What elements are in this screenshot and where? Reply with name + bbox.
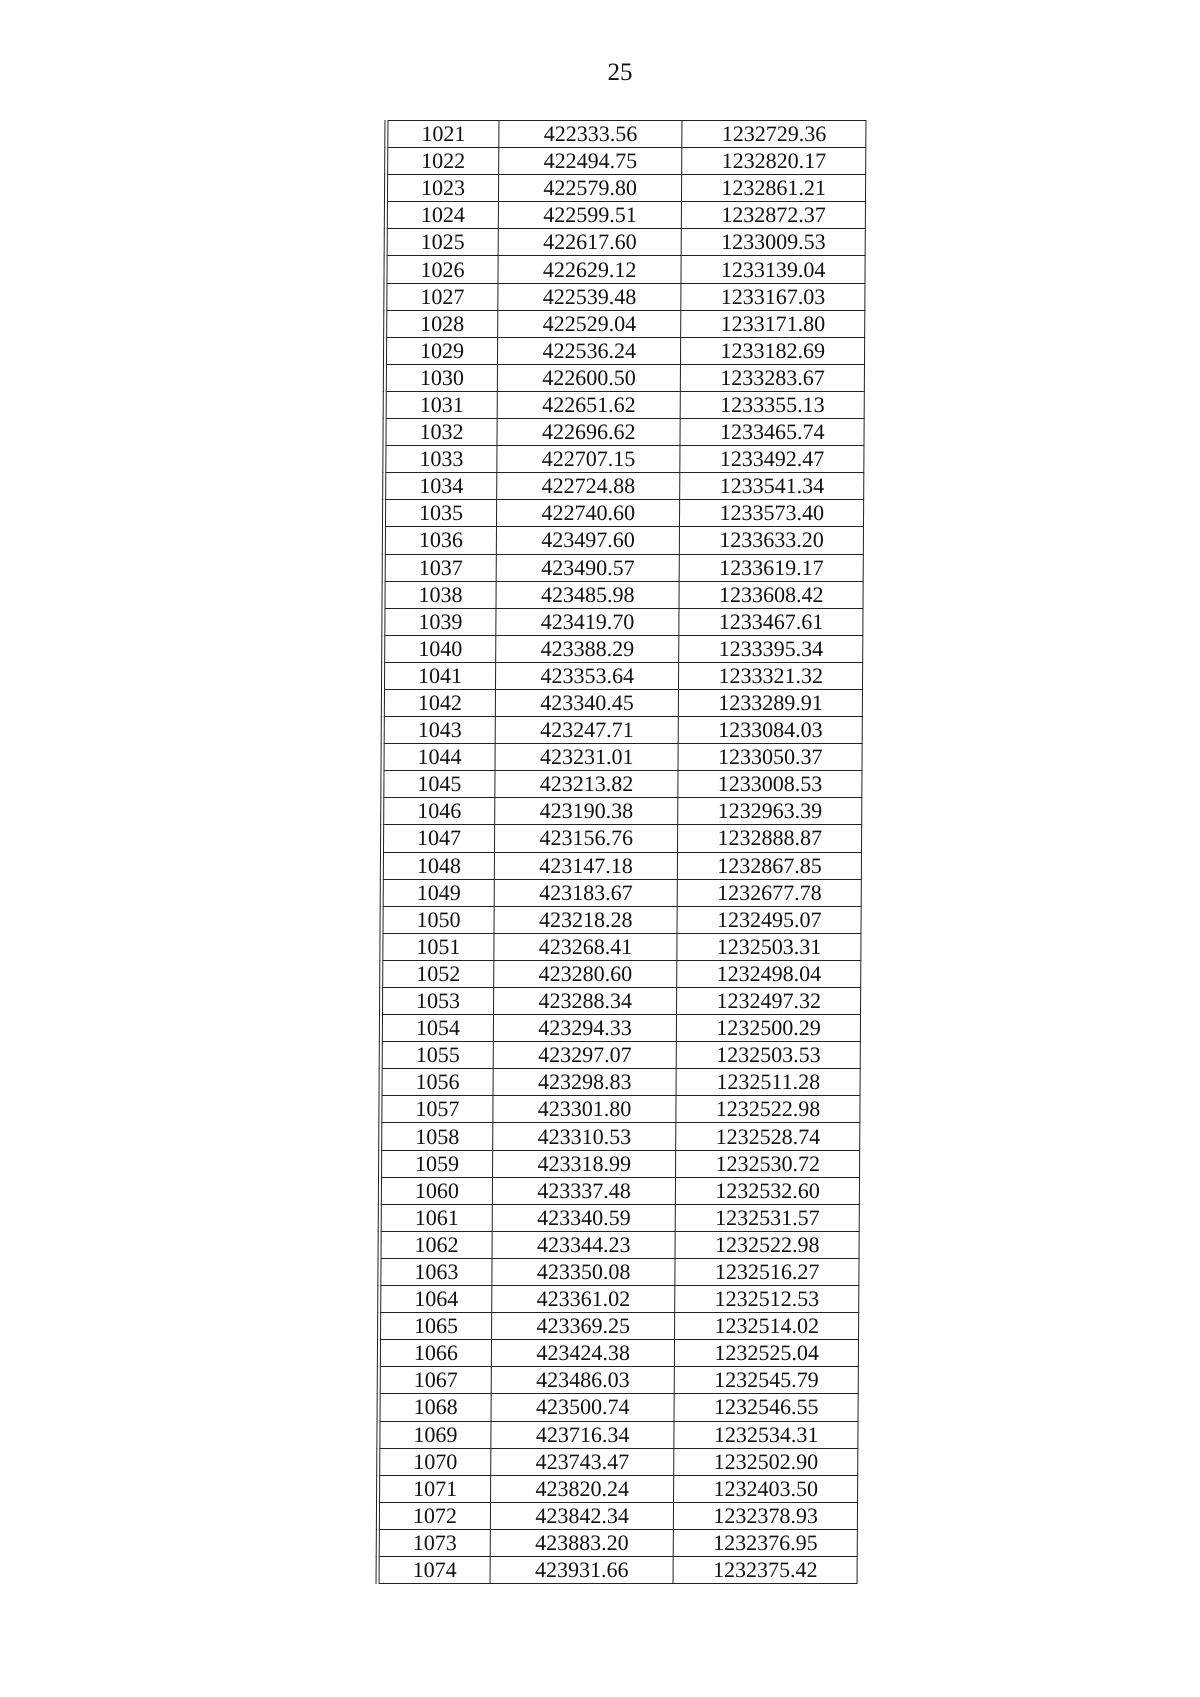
y-coordinate-cell: 1232531.57	[676, 1204, 860, 1231]
y-coordinate-cell: 1233355.13	[680, 391, 864, 418]
x-coordinate-cell: 423340.45	[495, 689, 678, 716]
table-row	[381, 960, 861, 987]
x-coordinate-cell: 422599.51	[498, 202, 681, 229]
x-coordinate-cell: 422579.80	[498, 175, 681, 202]
table-row	[385, 256, 865, 283]
point-number-cell: 1026	[385, 256, 498, 283]
x-coordinate-cell: 423310.53	[493, 1123, 676, 1150]
y-coordinate-cell: 1232534.31	[674, 1421, 858, 1448]
y-coordinate-cell: 1233633.20	[680, 527, 864, 554]
point-number-cell: 1069	[378, 1421, 491, 1448]
table-row	[380, 1231, 860, 1258]
y-coordinate-cell: 1232522.98	[676, 1096, 860, 1123]
table-row	[381, 1015, 861, 1042]
x-coordinate-cell: 423931.66	[490, 1556, 673, 1583]
table-row	[385, 337, 865, 364]
point-number-cell: 1059	[380, 1150, 493, 1177]
x-coordinate-cell: 423716.34	[491, 1421, 674, 1448]
x-coordinate-cell: 423231.01	[495, 744, 678, 771]
x-coordinate-cell: 423213.82	[495, 771, 678, 798]
table-row	[385, 310, 865, 337]
x-coordinate-cell: 422740.60	[497, 500, 680, 527]
point-number-cell: 1062	[380, 1231, 493, 1258]
x-coordinate-cell: 423340.59	[492, 1204, 675, 1231]
y-coordinate-cell: 1233139.04	[681, 256, 865, 283]
point-number-cell: 1067	[379, 1367, 492, 1394]
table-row	[383, 689, 863, 716]
y-coordinate-cell: 1233492.47	[680, 446, 864, 473]
y-coordinate-cell: 1232525.04	[675, 1340, 859, 1367]
x-coordinate-cell: 423298.83	[493, 1069, 676, 1096]
y-coordinate-cell: 1232729.36	[682, 121, 866, 148]
point-number-cell: 1074	[378, 1556, 491, 1583]
table-row	[380, 1204, 860, 1231]
point-number-cell: 1055	[381, 1042, 494, 1069]
point-number-cell: 1052	[381, 960, 494, 987]
table-row	[380, 1096, 860, 1123]
y-coordinate-cell: 1232530.72	[676, 1150, 860, 1177]
point-number-cell: 1070	[378, 1448, 491, 1475]
y-coordinate-cell: 1233167.03	[681, 283, 865, 310]
page-number: 25	[607, 59, 633, 86]
x-coordinate-cell: 423369.25	[492, 1313, 675, 1340]
x-coordinate-cell: 422617.60	[498, 229, 681, 256]
point-number-cell: 1060	[380, 1177, 493, 1204]
y-coordinate-cell: 1232872.37	[682, 202, 866, 229]
point-number-cell: 1048	[382, 852, 495, 879]
x-coordinate-cell: 422651.62	[497, 391, 680, 418]
point-number-cell: 1037	[384, 554, 497, 581]
y-coordinate-cell: 1233171.80	[681, 310, 865, 337]
x-coordinate-cell: 423183.67	[494, 879, 677, 906]
point-number-cell: 1045	[382, 771, 495, 798]
x-coordinate-cell: 423500.74	[491, 1394, 674, 1421]
table-row	[386, 121, 866, 148]
table-row	[382, 906, 862, 933]
point-number-cell: 1063	[379, 1258, 492, 1285]
table-row	[379, 1340, 859, 1367]
table-row	[380, 1150, 860, 1177]
point-number-cell: 1049	[382, 879, 495, 906]
x-coordinate-cell: 422539.48	[498, 283, 681, 310]
table-row	[380, 1123, 860, 1150]
y-coordinate-cell: 1232498.04	[677, 960, 861, 987]
point-number-cell: 1023	[386, 175, 499, 202]
x-coordinate-cell: 422333.56	[499, 121, 682, 148]
table-row	[379, 1367, 859, 1394]
table-row	[386, 202, 866, 229]
table-row	[381, 1042, 861, 1069]
point-number-cell: 1050	[382, 906, 495, 933]
y-coordinate-cell: 1232495.07	[677, 906, 861, 933]
y-coordinate-cell: 1232500.29	[677, 1015, 861, 1042]
x-coordinate-cell: 423497.60	[496, 527, 679, 554]
point-number-cell: 1071	[378, 1475, 491, 1502]
y-coordinate-cell: 1232546.55	[674, 1394, 858, 1421]
y-coordinate-cell: 1233008.53	[678, 771, 862, 798]
coordinates-table	[376, 120, 867, 1584]
table-row	[381, 933, 861, 960]
x-coordinate-cell: 422629.12	[498, 256, 681, 283]
y-coordinate-cell: 1232514.02	[675, 1313, 859, 1340]
table-row	[382, 825, 862, 852]
point-number-cell: 1058	[380, 1123, 493, 1150]
x-coordinate-cell: 423388.29	[496, 635, 679, 662]
point-number-cell: 1051	[381, 933, 494, 960]
y-coordinate-cell: 1233467.61	[679, 608, 863, 635]
x-coordinate-cell: 423288.34	[494, 988, 677, 1015]
x-coordinate-cell: 423883.20	[490, 1529, 673, 1556]
table-row	[382, 744, 862, 771]
table-row	[386, 148, 866, 175]
y-coordinate-cell: 1232867.85	[678, 852, 862, 879]
point-number-cell: 1022	[386, 148, 499, 175]
y-coordinate-cell: 1232516.27	[675, 1258, 859, 1285]
table-row	[383, 608, 863, 635]
y-coordinate-cell: 1233084.03	[679, 717, 863, 744]
table-row	[380, 1177, 860, 1204]
table-row	[385, 364, 865, 391]
y-coordinate-cell: 1232375.42	[673, 1556, 857, 1583]
y-coordinate-cell: 1232497.32	[677, 988, 861, 1015]
point-number-cell: 1042	[383, 689, 496, 716]
x-coordinate-cell: 423350.08	[492, 1258, 675, 1285]
y-coordinate-cell: 1232511.28	[676, 1069, 860, 1096]
x-coordinate-cell: 423337.48	[492, 1177, 675, 1204]
y-coordinate-cell: 1232963.39	[678, 798, 862, 825]
y-coordinate-cell: 1232677.78	[678, 879, 862, 906]
table-row	[384, 446, 864, 473]
y-coordinate-cell: 1232532.60	[676, 1177, 860, 1204]
y-coordinate-cell: 1233608.42	[679, 581, 863, 608]
point-number-cell: 1024	[386, 202, 499, 229]
y-coordinate-cell: 1232378.93	[674, 1502, 858, 1529]
point-number-cell: 1038	[383, 581, 496, 608]
table-row	[383, 662, 863, 689]
y-coordinate-cell: 1233321.32	[679, 662, 863, 689]
y-coordinate-cell: 1233283.67	[681, 364, 865, 391]
table-row	[378, 1529, 858, 1556]
y-coordinate-cell: 1232888.87	[678, 825, 862, 852]
table-row	[382, 798, 862, 825]
table-row	[383, 717, 863, 744]
table-row	[379, 1313, 859, 1340]
x-coordinate-cell: 423268.41	[494, 933, 677, 960]
x-coordinate-cell: 423344.23	[492, 1231, 675, 1258]
point-number-cell: 1068	[379, 1394, 492, 1421]
table-row	[378, 1448, 858, 1475]
x-coordinate-cell: 423486.03	[491, 1367, 674, 1394]
point-number-cell: 1053	[381, 988, 494, 1015]
y-coordinate-cell: 1233050.37	[678, 744, 862, 771]
x-coordinate-cell: 422724.88	[497, 473, 680, 500]
point-number-cell: 1041	[383, 662, 496, 689]
point-number-cell: 1021	[386, 121, 499, 148]
y-coordinate-cell: 1233465.74	[680, 419, 864, 446]
point-number-cell: 1032	[384, 419, 497, 446]
point-number-cell: 1046	[382, 798, 495, 825]
x-coordinate-cell: 423318.99	[493, 1150, 676, 1177]
x-coordinate-cell: 423218.28	[494, 906, 677, 933]
table-row	[385, 283, 865, 310]
table-row	[378, 1421, 858, 1448]
point-number-cell: 1064	[379, 1286, 492, 1313]
x-coordinate-cell: 423820.24	[491, 1475, 674, 1502]
x-coordinate-cell: 422600.50	[497, 364, 680, 391]
table-row	[378, 1502, 858, 1529]
x-coordinate-cell: 423190.38	[495, 798, 678, 825]
x-coordinate-cell: 423301.80	[493, 1096, 676, 1123]
point-number-cell: 1039	[383, 608, 496, 635]
x-coordinate-cell: 422529.04	[498, 310, 681, 337]
table-row	[382, 771, 862, 798]
y-coordinate-cell: 1233619.17	[679, 554, 863, 581]
table-row	[378, 1556, 858, 1583]
y-coordinate-cell: 1232861.21	[682, 175, 866, 202]
x-coordinate-cell: 423361.02	[492, 1286, 675, 1313]
y-coordinate-cell: 1233289.91	[679, 689, 863, 716]
x-coordinate-cell: 423743.47	[491, 1448, 674, 1475]
point-number-cell: 1029	[385, 337, 498, 364]
point-number-cell: 1047	[382, 825, 495, 852]
y-coordinate-cell: 1232503.53	[677, 1042, 861, 1069]
y-coordinate-cell: 1233573.40	[680, 500, 864, 527]
y-coordinate-cell: 1233395.34	[679, 635, 863, 662]
point-number-cell: 1034	[384, 473, 497, 500]
x-coordinate-cell: 422696.62	[497, 419, 680, 446]
point-number-cell: 1033	[384, 446, 497, 473]
table-row	[379, 1286, 859, 1313]
table-row	[379, 1258, 859, 1285]
point-number-cell: 1025	[386, 229, 499, 256]
point-number-cell: 1057	[380, 1096, 493, 1123]
table-row	[386, 229, 866, 256]
x-coordinate-cell: 423419.70	[496, 608, 679, 635]
point-number-cell: 1028	[385, 310, 498, 337]
y-coordinate-cell: 1233182.69	[681, 337, 865, 364]
y-coordinate-cell: 1232545.79	[675, 1367, 859, 1394]
table-row	[386, 175, 866, 202]
point-number-cell: 1036	[384, 527, 497, 554]
x-coordinate-cell: 422494.75	[499, 148, 682, 175]
point-number-cell: 1043	[383, 717, 496, 744]
point-number-cell: 1030	[385, 364, 498, 391]
x-coordinate-cell: 423280.60	[494, 960, 677, 987]
y-coordinate-cell: 1233009.53	[681, 229, 865, 256]
x-coordinate-cell: 423353.64	[496, 662, 679, 689]
table-row	[382, 879, 862, 906]
table-row	[384, 500, 864, 527]
x-coordinate-cell: 422536.24	[497, 337, 680, 364]
x-coordinate-cell: 423297.07	[493, 1042, 676, 1069]
y-coordinate-cell: 1232512.53	[675, 1286, 859, 1313]
table-row	[381, 988, 861, 1015]
point-number-cell: 1065	[379, 1313, 492, 1340]
y-coordinate-cell: 1232502.90	[674, 1448, 858, 1475]
y-coordinate-cell: 1232376.95	[674, 1529, 858, 1556]
table-row	[383, 581, 863, 608]
table-row	[379, 1394, 859, 1421]
table-row	[385, 391, 865, 418]
y-coordinate-cell: 1232522.98	[675, 1231, 859, 1258]
x-coordinate-cell: 423247.71	[495, 717, 678, 744]
x-coordinate-cell: 423156.76	[495, 825, 678, 852]
table-row	[383, 635, 863, 662]
x-coordinate-cell: 422707.15	[497, 446, 680, 473]
y-coordinate-cell: 1232503.31	[677, 933, 861, 960]
x-coordinate-cell: 423147.18	[494, 852, 677, 879]
table-row	[384, 473, 864, 500]
point-number-cell: 1072	[378, 1502, 491, 1529]
y-coordinate-cell: 1232820.17	[682, 148, 866, 175]
x-coordinate-cell: 423842.34	[490, 1502, 673, 1529]
point-number-cell: 1040	[383, 635, 496, 662]
x-coordinate-cell: 423485.98	[496, 581, 679, 608]
x-coordinate-cell: 423490.57	[496, 554, 679, 581]
table-row	[384, 527, 864, 554]
point-number-cell: 1056	[381, 1069, 494, 1096]
point-number-cell: 1044	[382, 744, 495, 771]
point-number-cell: 1031	[385, 391, 498, 418]
table-row	[381, 1069, 861, 1096]
coordinates-table-body	[378, 121, 866, 1584]
point-number-cell: 1066	[379, 1340, 492, 1367]
y-coordinate-cell: 1232528.74	[676, 1123, 860, 1150]
table-row	[384, 554, 864, 581]
point-number-cell: 1073	[378, 1529, 491, 1556]
point-number-cell: 1027	[385, 283, 498, 310]
y-coordinate-cell: 1233541.34	[680, 473, 864, 500]
point-number-cell: 1054	[381, 1015, 494, 1042]
table-row	[378, 1475, 858, 1502]
table-row	[384, 419, 864, 446]
y-coordinate-cell: 1232403.50	[674, 1475, 858, 1502]
x-coordinate-cell: 423424.38	[491, 1340, 674, 1367]
table-row	[382, 852, 862, 879]
point-number-cell: 1061	[380, 1204, 493, 1231]
point-number-cell: 1035	[384, 500, 497, 527]
x-coordinate-cell: 423294.33	[493, 1015, 676, 1042]
